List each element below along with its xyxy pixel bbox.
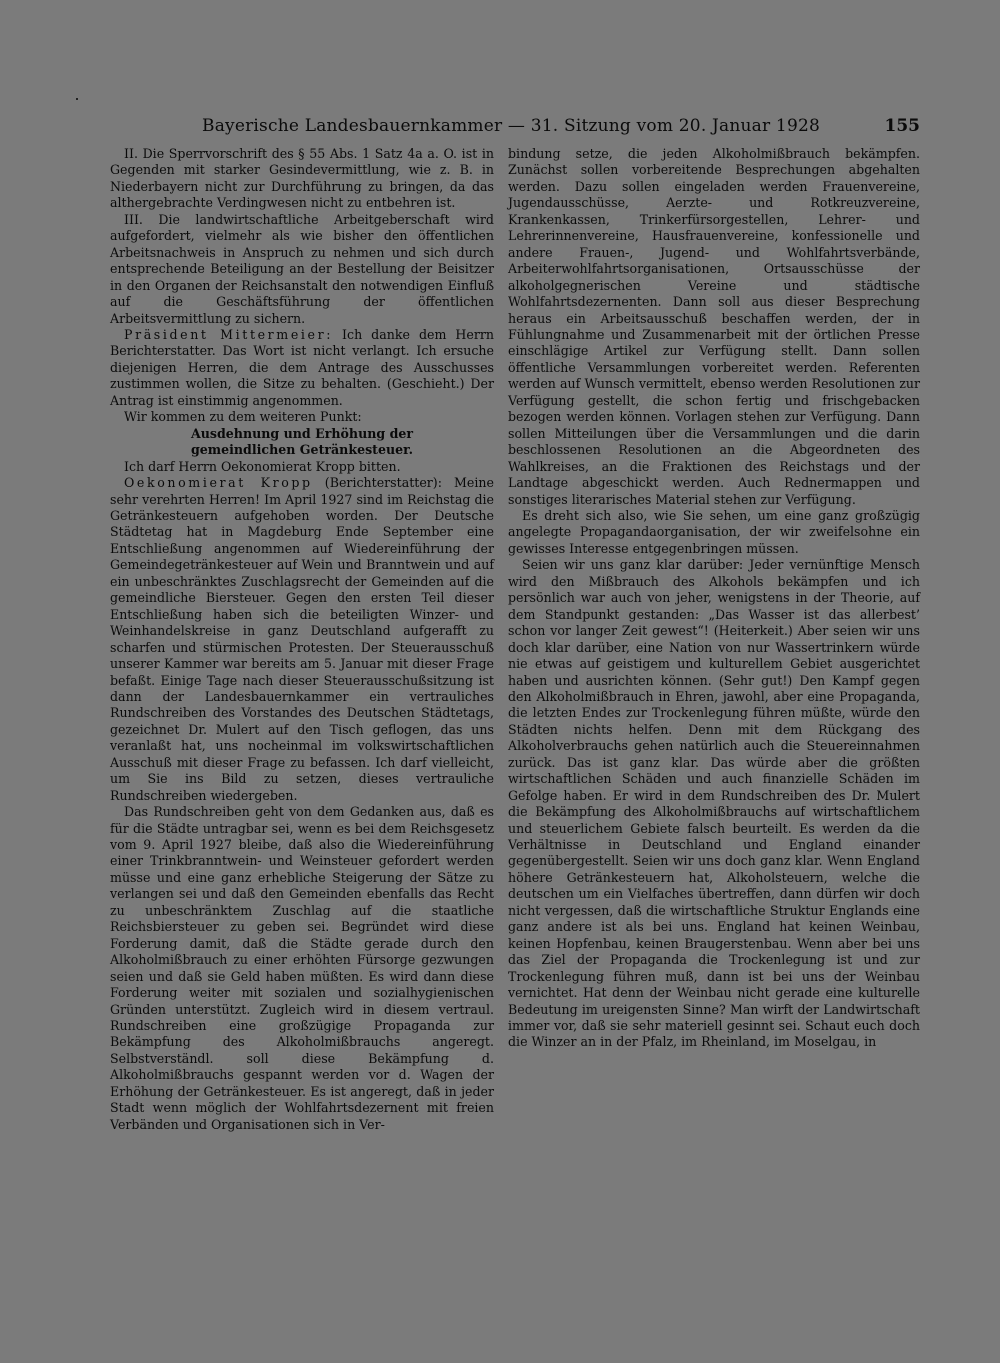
speaker-name: Oekonomierat Kropp [124,475,313,491]
paragraph: Ich darf Herrn Oekonomierat Kropp bitten. [124,458,401,474]
paragraph: Das Rundschreiben geht von dem Gedanken aus, daß es für die Städte untragbar sei, wenn es bei dem Reichsgesetz vom 9. April 1927 bleibe, daß also die Wiedereinführung einer Trinkbranntwein- und Weinsteuer gefordert werden müsse und eine ganz erhebliche Steigerung der Sätze zu verlangen sei und daß den Gemeinden ebenfalls das Recht zu unbeschränktem Zuschlag auf die staatliche Reichsbiersteuer zu geben sei. Begründet wird diese Forderung damit, daß die Städte gerade durch den Alkoholmißbrauch zu einer erhöhten Fürsorge gezwungen seien und daß sie Geld haben müßten. Es wird dann diese Forderung weiter mit sozialen und sozialhygienischen Gründen unterstützt. Zugleich wird in diesem vertraul. Rundschreiben eine großzügige Propaganda zur Bekämpfung des Alkoholmißbrauchs angeregt. Selbstverständl. soll diese Bekämpfung d. Alkoholmißbrauchs gespannt werden vor d. Wagen der Erhöhung der Getränkesteuer. Es ist angeregt, daß in jeder Stadt wenn möglich der Wohlfahrtsdezernent mit freien Verbänden und Organisationen sich in Ver- [110,804,494,1132]
speech-text: Ich danke dem Herrn Berichterstatter. Das Wort ist nicht verlangt. Ich ersuche diejenigen Herren, die dem Antrage des Ausschusses zustimmen wollen, die Sitze zu behalten. (Geschieht.) Der Antrag ist einstimmig angenommen. [110,326,494,408]
speech-text: (Berichterstatter): Meine sehr verehrten Herren! Im April 1927 sind im Reichstag die Getränkesteuern aufgehoben worden. Der Deutsche Städtetag hat in Magdeburg Ende September eine Entschließung angenommen auf Wiedereinführung der Gemeindegetränkesteuer auf Wein und Branntwein und auf ein unbeschränktes Zuschlagsrecht der Gemeinden auf die gemeindliche Biersteuer. Gegen den ersten Teil dieser Entschließung haben sich die beteiligten Winzer- und Weinhandelskreise in ganz Deutschland aufgerafft zu scharfen und stürmischen Protesten. Der Steuerausschuß unserer Kammer war bereits am 5. Januar mit dieser Frage befaßt. Einige Tage nach dieser Steuerausschußsitzung ist dann der Landesbauernkammer ein vertrauliches Rundschreiben des Vorstandes des Deutschen Städtetags, gezeichnet Dr. Mulert auf den Tisch geflogen, das uns veranlaßt hat, uns nocheinmal im volkswirtschaftlichen Ausschuß mit dieser Frage zu befassen. Ich darf vielleicht, um Sie ins Bild zu setzen, dieses vertrauliche Rundschreiben wiedergeben. [110,475,494,803]
right-column [508,146,920,1051]
paragraph: II. Die Sperrvorschrift des § 55 Abs. 1 Satz 4a a. O. ist in Gegenden mit starker Gesindevermittlung, wie z. B. in Niederbayern nicht zur Durchführung zu bringen, da das althergebrachte Verdingwesen nicht zu entbehren ist. [110,146,494,211]
paragraph: III. Die landwirtschaftliche Arbeitgeberschaft wird aufgefordert, vielmehr als wie bisher den öffentlichen Arbeitsnachweis in Anspruch zu nehmen und sich durch entsprechende Beteiligung an der Bestellung der Beisitzer in den Organen der Reichsanstalt den notwendigen Einfluß auf die Geschäftsführung der öffentlichen Arbeitsvermittlung zu sichern. [110,211,494,326]
paragraph: Seien wir uns ganz klar darüber: Jeder vernünftige Mensch wird den Mißbrauch des Alkohols bekämpfen und ich persönlich war auch von jeher, wenigstens in der Theorie, auf dem Standpunkt gestanden: „Das Wasser ist das allerbest’ schon vor langer Zeit gewest“! (Heiterkeit.) Aber seien wir uns doch klar darüber, eine Nation von nur Wassertrinkern würde nie etwas auf geistigem und kulturellem Gebiet ausgerichtet haben und ausrichten können. (Sehr gut!) Den Kampf gegen den Alkoholmißbrauch in Ehren, jawohl, aber eine Propaganda, die letzten Endes zur Trockenlegung führen müßte, würde den Städten nichts helfen. Denn mit dem Rückgang des Alkoholverbrauchs gehen natürlich auch die Steuereinnahmen zurück. Das ist ganz klar. Das würde aber die größten wirtschaftlichen Schäden und auch finanzielle Schäden im Gefolge haben. Er wird in dem Rundschreiben des Dr. Mulert die Bekämpfung des Alkoholmißbrauchs auf wirtschaftlichem und steuerlichem Gebiete falsch beurteilt. Es werden da die Verhältnisse in Deutschland und England einander gegenübergestellt. Seien wir uns doch ganz klar. Wenn England höhere Getränkesteuern hat, Alkoholsteuern, welche die deutschen um ein Vielfaches übertreffen, dann dürfen wir doch nicht vergessen, daß die wirtschaftliche Struktur Englands eine ganz andere ist als bei uns. England hat keinen Weinbau, keinen Hopfenbau, keinen Braugerstenbau. Wenn aber bei uns das Ziel der Propaganda die Trockenlegung ist und zur Trockenlegung führen muß, dann ist bei uns der Weinbau vernichtet. Hat denn der Weinbau nicht gerade eine kulturelle Bedeutung im ureigensten Sinne? Man wirft der Landwirtschaft immer vor, daß sie sehr materiell gesinnt sei. Schaut euch doch die Winzer an in der Pfalz, im Rheinland, im Moselgau, in [508,557,920,1050]
paragraph: Es dreht sich also, wie Sie sehen, um eine ganz großzügig angelegte Propagandaorganisation, der wir zweifelsohne ein gewisses Interesse entgegenbringen müssen. [508,507,920,556]
speaker-paragraph [110,475,494,804]
left-column [110,146,494,1133]
running-header [110,112,920,140]
speck-mark [76,98,78,100]
paragraph: bindung setze, die jeden Alkoholmißbrauch bekämpfen. Zunächst sollen vorbereitende Besprechungen abgehalten werden. Dazu sollen eingeladen werden Frauenvereine, Jugendausschüsse, Aerzte- und Rotkreuzvereine, Krankenkassen, Trinkerfürsorgestellen, Lehrer- und Lehrerinnenvereine, Hausfrauenvereine, konfessionelle und andere Frauen-, Jugend- und Wohlfahrtsverbände, Arbeiterwohlfahrtsorganisationen, Ortsausschüsse der alkoholgegnerischen Vereine und städtische Wohlfahrtsdezernenten. Dann soll aus dieser Besprechung heraus ein Arbeitsausschuß beschaffen werden, der in Fühlungnahme und Zusammenarbeit mit der örtlichen Presse einschlägige Artikel zur Verfügung stellt. Dann sollen öffentliche Versammlungen vorbereitet werden. Referenten werden auf Wunsch vermittelt, ebenso werden Resolutionen zur Verfügung gestellt, die schon fertig und frischgebacken bezogen werden können. Vorlagen stehen zur Verfügung. Dann sollen Mitteilungen über die Versammlungen und die darin beschlossenen Resolutionen an die Abgeordneten des Wahlkreises, an die Fraktionen des Reichstags und der Landtage abgeschickt werden. Auch Rednermappen und sonstiges literarisches Material stehen zur Verfügung. [508,146,920,507]
speaker-paragraph [110,327,494,409]
section-heading: Ausdehnung und Erhöhung der gemeindlichen Getränkesteuer. [190,425,414,458]
header-title: Bayerische Landesbauernkammer — 31. Sitzung vom 20. Januar 1928 [202,116,821,136]
speaker-name: Präsident Mittermeier: [124,326,334,342]
page-number: 155 [884,116,920,136]
paragraph: Wir kommen zu dem weiteren Punkt: [124,409,362,425]
